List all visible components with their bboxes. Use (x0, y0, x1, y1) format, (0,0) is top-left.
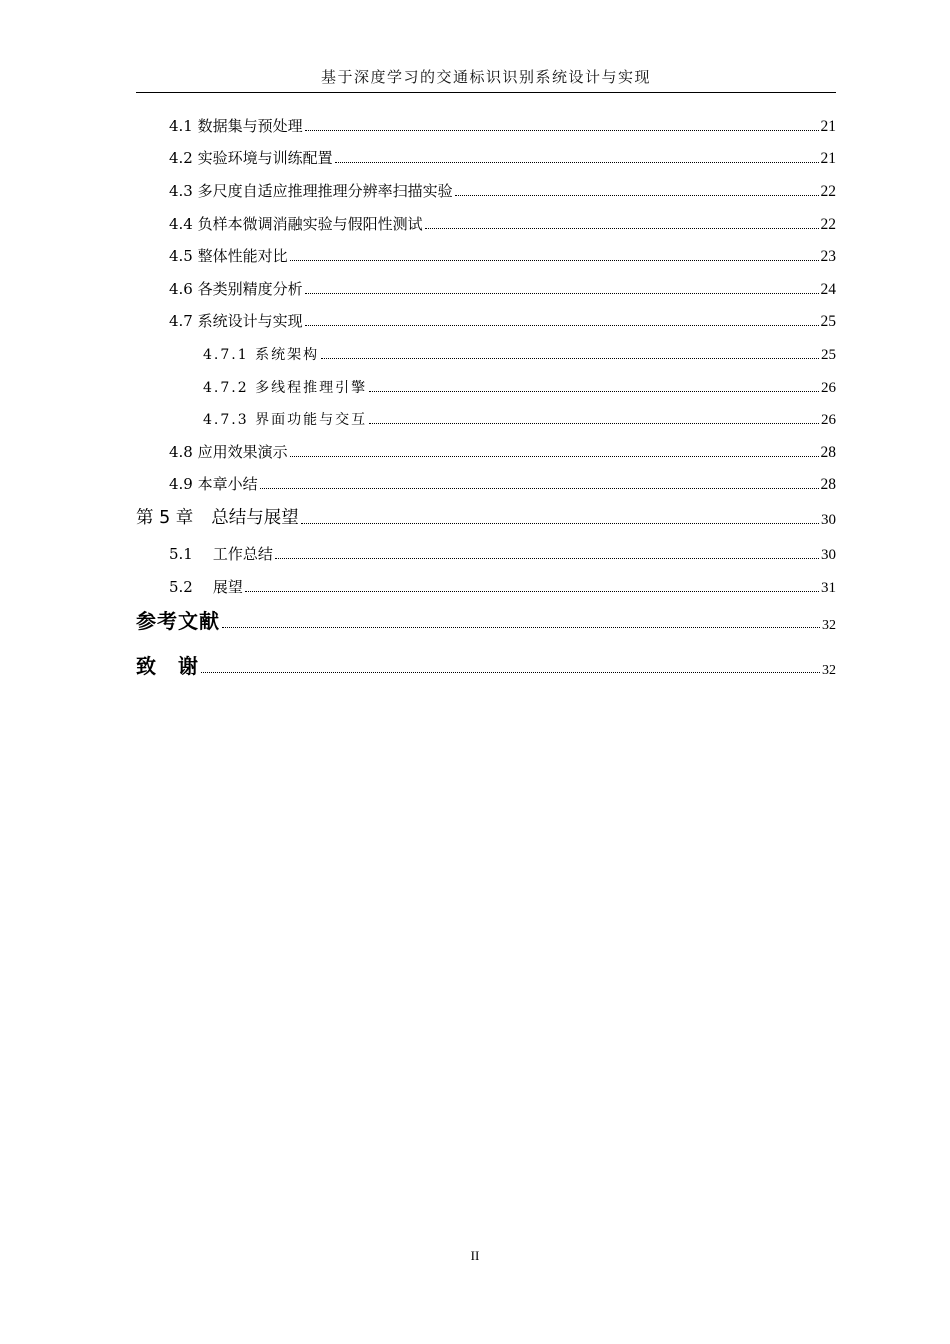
toc-entry-label: 4.7.2 多线程推理引擎 (203, 380, 368, 396)
section-title: 工作总结 (212, 545, 273, 563)
page-number: II (470, 1248, 480, 1263)
dot-leader (290, 260, 819, 261)
toc-entry[interactable] (136, 536, 836, 564)
toc-entry-page: 26 (821, 412, 836, 428)
toc-chapter-heading (136, 504, 299, 529)
toc-entry-page: 26 (821, 380, 836, 396)
toc-entry-page: 31 (821, 580, 836, 596)
toc-entry-label: 参考文献 (136, 609, 220, 633)
toc-references-entry[interactable] (136, 606, 836, 634)
toc-entry-label: 4.2 实验环境与训练配置 (169, 149, 333, 167)
toc-entry-page: 32 (822, 663, 836, 678)
toc-entry[interactable] (136, 303, 836, 331)
dot-leader (369, 423, 819, 424)
dot-leader (260, 488, 819, 489)
toc-entry[interactable] (136, 140, 836, 168)
toc-entry-page: 23 (820, 248, 836, 265)
toc-entry-label: 4.1 数据集与预处理 (169, 117, 303, 135)
toc-entry-page: 28 (820, 476, 836, 493)
toc-entry-page: 30 (821, 547, 836, 563)
toc-entry-label: 致 谢 (136, 654, 199, 678)
toc-entry[interactable] (136, 336, 836, 364)
toc-entry-page: 22 (820, 183, 836, 200)
header-rule (136, 92, 836, 93)
section-number: 5.2 (169, 578, 193, 596)
dot-leader (222, 627, 820, 628)
toc-entry-label: 4.5 整体性能对比 (169, 247, 288, 265)
toc-entry-label: 4.7.1 系统架构 (203, 347, 320, 363)
toc-entry-label: 4.3 多尺度自适应推理推理分辨率扫描实验 (169, 182, 453, 200)
toc-entry-label: 4.9 本章小结 (169, 475, 258, 493)
toc-entry-page: 32 (822, 618, 836, 633)
toc-entry-label: 4.6 各类别精度分析 (169, 280, 303, 298)
toc-entry[interactable] (136, 238, 836, 266)
dot-leader (305, 130, 819, 131)
toc-entry-page: 30 (821, 512, 836, 528)
toc-entry[interactable] (136, 569, 836, 597)
toc-entry-heading (169, 576, 243, 597)
toc-entry-page: 24 (820, 281, 836, 298)
dot-leader (201, 672, 820, 673)
toc-acknowledgements-entry[interactable] (136, 651, 836, 679)
toc-entry-label: 4.4 负样本微调消融实验与假阳性测试 (169, 215, 423, 233)
toc-entry[interactable] (136, 466, 836, 494)
dot-leader (275, 558, 819, 559)
dot-leader (321, 358, 819, 359)
dot-leader (455, 195, 819, 196)
section-title: 展望 (212, 578, 243, 596)
toc-entry-page: 25 (820, 313, 836, 330)
dot-leader (335, 162, 819, 163)
chapter-number: 第 5 章 (136, 508, 194, 528)
dot-leader (369, 391, 819, 392)
chapter-title: 总结与展望 (211, 508, 299, 528)
toc-entry-label: 4.7 系统设计与实现 (169, 312, 303, 330)
dot-leader (290, 456, 819, 457)
toc-entry[interactable] (136, 271, 836, 299)
toc-entry-page: 22 (820, 216, 836, 233)
toc-entry[interactable] (136, 401, 836, 429)
toc-entry[interactable] (136, 434, 836, 462)
toc-entry-page: 21 (820, 118, 836, 135)
toc-entry[interactable] (136, 369, 836, 397)
toc-entry-label: 4.8 应用效果演示 (169, 443, 288, 461)
dot-leader (301, 523, 819, 524)
toc-entry[interactable] (136, 173, 836, 201)
toc-chapter-entry[interactable] (136, 501, 836, 529)
toc-entry[interactable] (136, 206, 836, 234)
running-header: 基于深度学习的交通标识识别系统设计与实现 (320, 68, 651, 86)
toc-entry-heading (169, 543, 273, 564)
toc-entry-label: 4.7.3 界面功能与交互 (203, 412, 368, 428)
dot-leader (425, 228, 819, 229)
dot-leader (305, 293, 819, 294)
toc-entry-page: 28 (820, 444, 836, 461)
toc-entry-page: 25 (821, 347, 836, 363)
dot-leader (305, 325, 819, 326)
toc-entry-page: 21 (820, 150, 836, 167)
section-number: 5.1 (169, 545, 193, 563)
toc-entry[interactable] (136, 108, 836, 136)
dot-leader (245, 591, 819, 592)
